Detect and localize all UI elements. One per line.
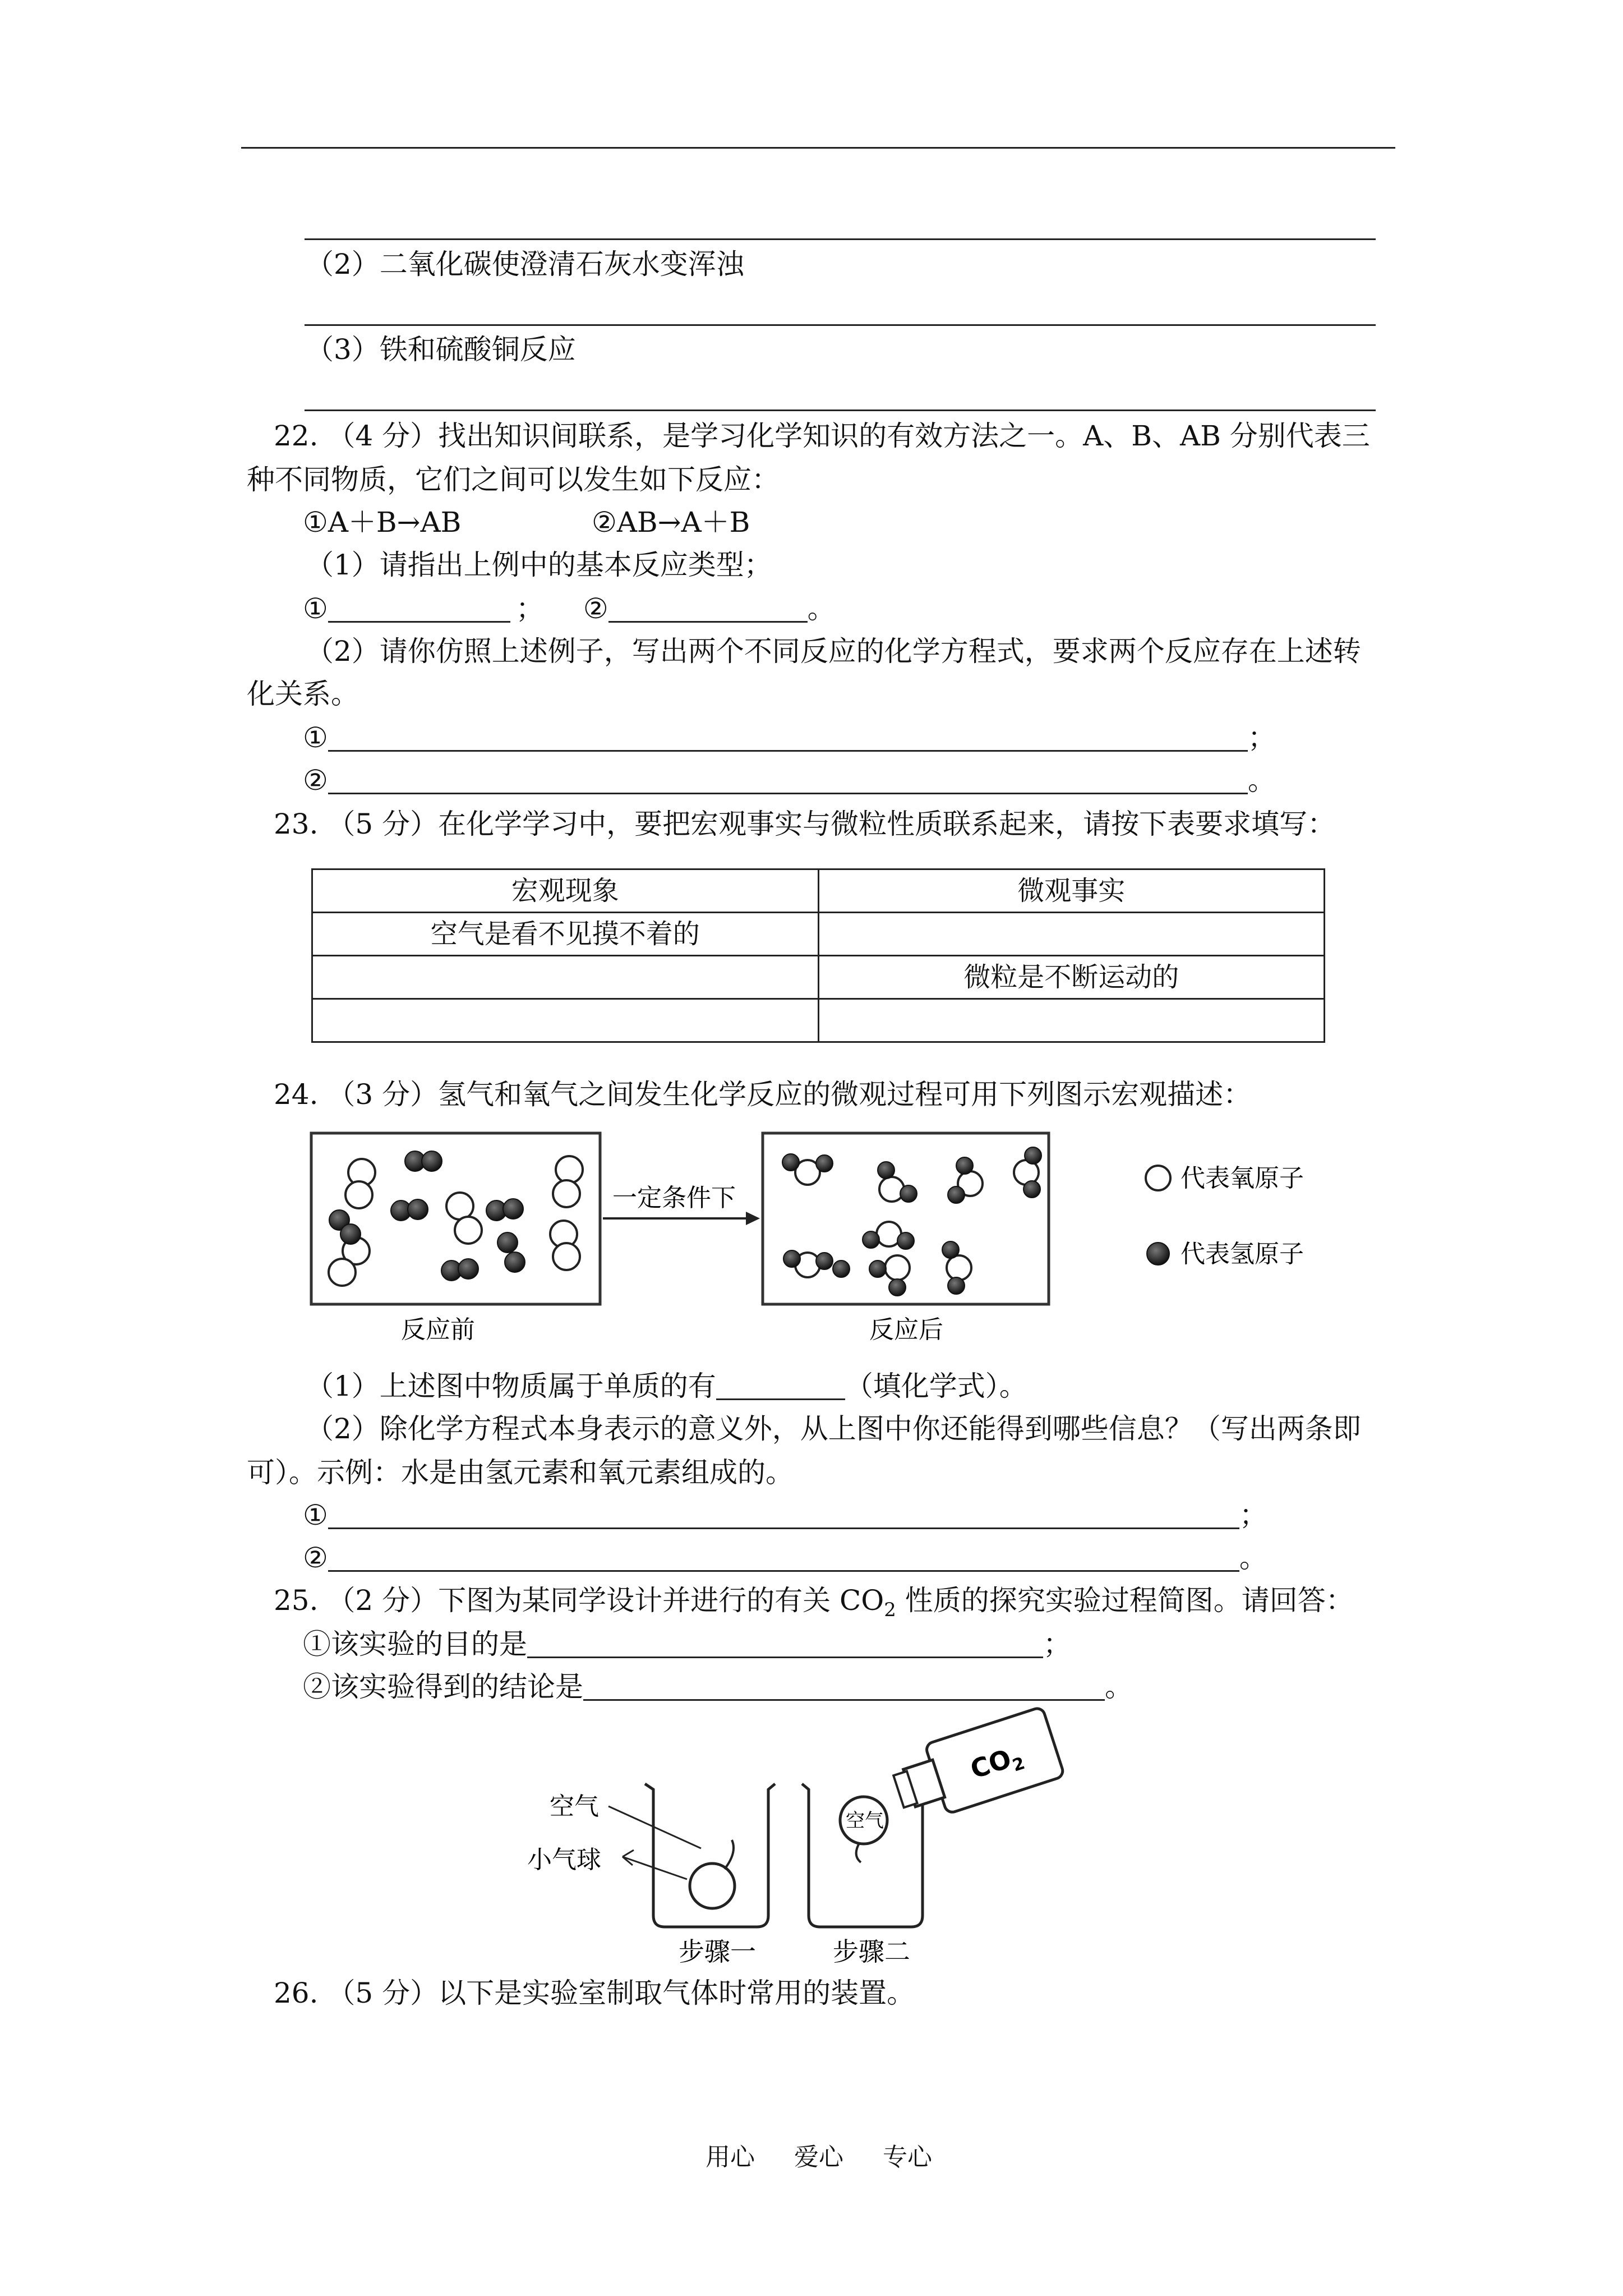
label: ① <box>303 592 328 625</box>
label-co2: $CO_2$ <box>966 1743 1027 1785</box>
q24-sub2-line1: （2）除化学方程式本身表示的意义外，从上图中你还能得到哪些信息？（写出两条即 <box>306 1412 1361 1445</box>
co2-experiment-diagram <box>516 1705 1105 1969</box>
table-row <box>312 913 1325 956</box>
q22-blank-row <box>303 592 836 625</box>
label: ① <box>303 1499 328 1531</box>
q22-sub2-line2: 化关系。 <box>247 678 359 710</box>
q21-item3: （3）铁和硫酸铜反应 <box>306 333 576 366</box>
q22-reaction2: ②AB→A＋B <box>592 506 750 539</box>
footer <box>706 2145 932 2170</box>
label: ② <box>303 1542 328 1574</box>
q22-stem-line1: 22. （4 分）找出知识间联系，是学习化学知识的有效方法之一。A、B、AB 分别代表三 <box>274 420 1370 452</box>
blank-field[interactable] <box>328 724 1248 752</box>
label: ② <box>303 764 328 797</box>
q22-answer2-row <box>303 764 1276 797</box>
q25-line1 <box>303 1630 1071 1658</box>
header-macro: 宏观现象 <box>312 869 819 913</box>
after-box <box>763 1133 1049 1304</box>
blank-field[interactable] <box>716 1373 845 1400</box>
table-row <box>312 956 1325 999</box>
arrow-label: 一定条件下 <box>612 1184 736 1212</box>
text: 25. （2 分）下图为某同学设计并进行的有关 CO <box>274 1584 884 1617</box>
label: ② <box>583 592 608 625</box>
table-cell: 微粒是不断运动的 <box>818 956 1325 999</box>
table-row <box>312 999 1325 1042</box>
legend-oxygen: 代表氧原子 <box>1181 1164 1304 1193</box>
balloon-1 <box>690 1864 735 1908</box>
answer-line <box>305 238 1376 240</box>
q24-answer2-row <box>303 1544 1267 1572</box>
blank-field[interactable] <box>328 595 510 623</box>
hydrogen-legend-icon <box>1147 1243 1169 1265</box>
end-mark: ； <box>1043 1628 1071 1660</box>
blank-field[interactable] <box>583 1673 1105 1701</box>
table-header-row <box>312 869 1325 913</box>
q22-stem-line2: 种不同物质，它们之间可以发生如下反应： <box>247 463 780 496</box>
q24-sub2-line2: 可）。示例：水是由氢元素和氧元素组成的。 <box>247 1456 794 1489</box>
q24-sub1 <box>306 1372 1027 1400</box>
separator: ； <box>515 592 544 625</box>
answer-line <box>305 324 1376 326</box>
table-cell: 空气是看不见摸不着的 <box>312 913 819 956</box>
q22-sub1: （1）请指出上例中的基本反应类型； <box>306 549 772 581</box>
end-mark: 。 <box>1105 1671 1133 1703</box>
q25-stem <box>274 1586 1354 1619</box>
header-rule <box>241 147 1395 149</box>
table-cell[interactable] <box>818 913 1325 956</box>
label-air: 空气 <box>550 1792 599 1821</box>
q25-line2 <box>303 1673 1133 1701</box>
footer-word: 用心 <box>706 2143 755 2171</box>
table-cell[interactable] <box>818 999 1325 1042</box>
blank-field[interactable] <box>328 767 1248 794</box>
q26-stem: 26. （5 分）以下是实验室制取气体时常用的装置。 <box>274 1977 915 2009</box>
step1-label: 步骤一 <box>679 1936 756 1967</box>
table-cell[interactable] <box>312 999 819 1042</box>
end-mark: ； <box>1239 1499 1267 1531</box>
q22-answer1-row <box>303 721 1276 754</box>
step2-label: 步骤二 <box>833 1936 910 1967</box>
blank-field[interactable] <box>328 1544 1239 1572</box>
text: ②该实验得到的结论是 <box>303 1671 583 1703</box>
q22-reaction1: ①A＋B→AB <box>303 506 462 539</box>
footer-word: 爱心 <box>794 2143 843 2171</box>
text: （1）上述图中物质属于单质的有 <box>306 1370 716 1402</box>
header-micro: 微观事实 <box>818 869 1325 913</box>
after-label: 反应后 <box>869 1315 943 1344</box>
blank-field[interactable] <box>328 1502 1239 1529</box>
reaction-diagram <box>303 1122 1368 1358</box>
footer-word: 专心 <box>883 2143 932 2171</box>
oxygen-legend-icon <box>1146 1166 1170 1190</box>
end-mark: 。 <box>807 592 836 625</box>
text: （填化学式）。 <box>845 1370 1027 1402</box>
q24-answer1-row <box>303 1501 1267 1529</box>
q23-table <box>311 868 1325 1043</box>
legend-hydrogen: 代表氢原子 <box>1181 1240 1304 1268</box>
q22-sub2-line1: （2）请你仿照上述例子，写出两个不同反应的化学方程式，要求两个反应存在上述转 <box>306 635 1361 668</box>
end-mark: 。 <box>1247 764 1276 797</box>
table-cell[interactable] <box>312 956 819 999</box>
subscript: 2 <box>884 1599 896 1621</box>
blank-field[interactable] <box>527 1631 1043 1658</box>
blank-field[interactable] <box>608 595 808 623</box>
q24-stem: 24. （3 分）氢气和氧气之间发生化学反应的微观过程可用下列图示宏观描述： <box>274 1078 1252 1111</box>
label: ① <box>303 721 328 754</box>
answer-line <box>305 409 1376 411</box>
label-air-balloon: 空气 <box>846 1810 884 1832</box>
end-mark: 。 <box>1239 1542 1267 1574</box>
q23-stem: 23. （5 分）在化学学习中，要把宏观事实与微粒性质联系起来，请按下表要求填写： <box>274 808 1336 840</box>
end-mark: ； <box>1247 721 1276 754</box>
text: 性质的探究实验过程简图。请回答： <box>896 1584 1354 1617</box>
text: ①该实验的目的是 <box>303 1628 527 1660</box>
before-label: 反应前 <box>401 1315 475 1344</box>
q21-item2: （2）二氧化碳使澄清石灰水变浑浊 <box>306 248 744 280</box>
label-balloon: 小气球 <box>527 1846 601 1874</box>
